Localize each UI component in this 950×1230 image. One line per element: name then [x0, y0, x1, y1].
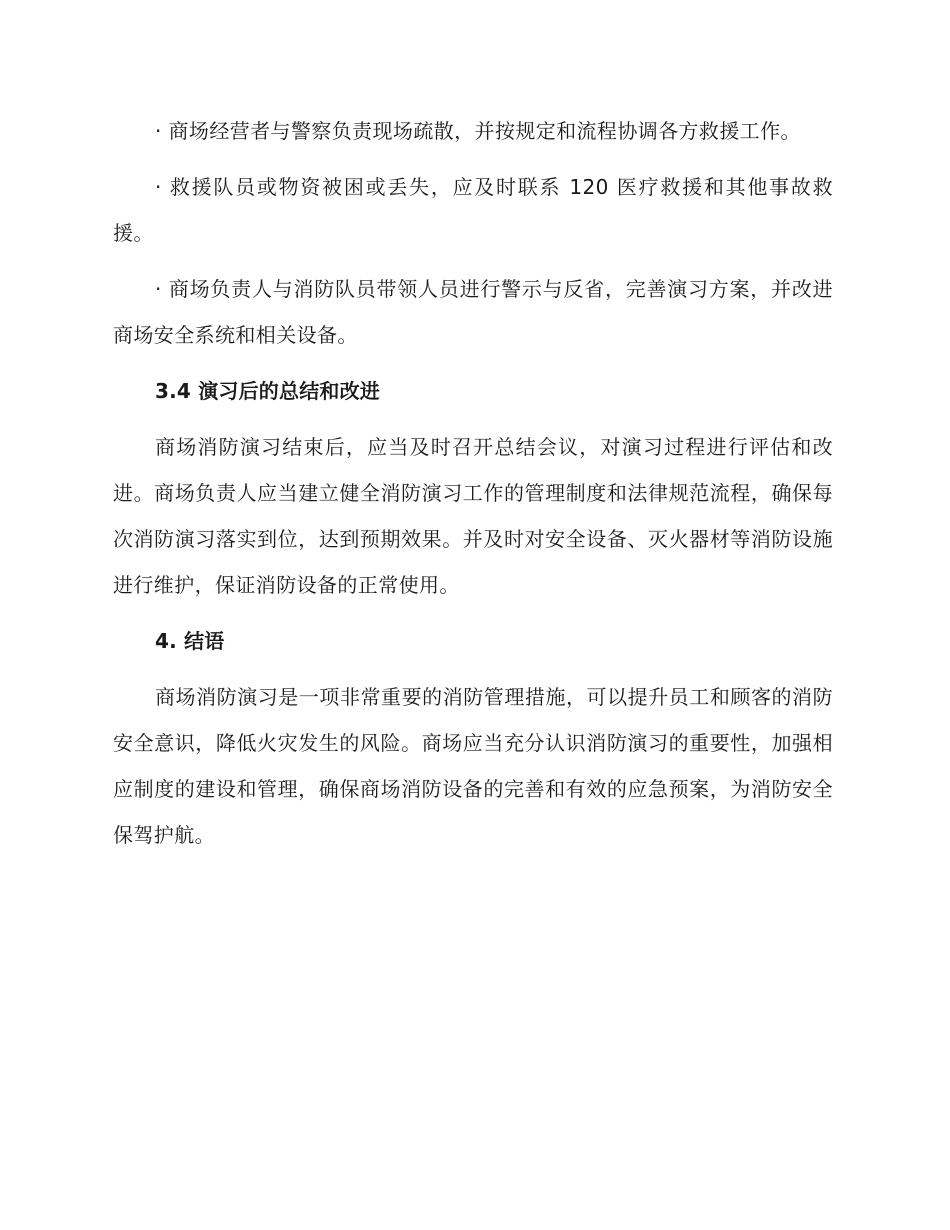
document-body: [113, 108, 833, 868]
section-heading-4: 4. 结语: [155, 629, 225, 653]
bullet-review-improve: · 商场负责人与消防队员带领人员进行警示与反省，完善演习方案，并改进商场安全系统和相关设备。: [113, 277, 833, 347]
bullet-rescue-contact: · 救援队员或物资被困或丢失，应及时联系 120 医疗救援和其他事故救援。: [113, 175, 833, 245]
section-heading-3-4: 3.4 演习后的总结和改进: [155, 379, 380, 403]
section-body-3-4: 商场消防演习结束后，应当及时召开总结会议，对演习过程进行评估和改进。商场负责人应当建立健全消防演习工作的管理制度和法律规范流程，确保每次消防演习落实到位，达到预期效果。并及时对安全设备、灭火器材等消防设施进行维护，保证消防设备的正常使用。: [113, 435, 833, 597]
bullet-evacuation: · 商场经营者与警察负责现场疏散，并按规定和流程协调各方救援工作。: [155, 119, 801, 143]
section-body-4: 商场消防演习是一项非常重要的消防管理措施，可以提升员工和顾客的消防安全意识，降低火灾发生的风险。商场应当充分认识消防演习的重要性，加强相应制度的建设和管理，确保商场消防设备的完善和有效的应急预案，为消防安全保驾护航。: [113, 685, 833, 847]
